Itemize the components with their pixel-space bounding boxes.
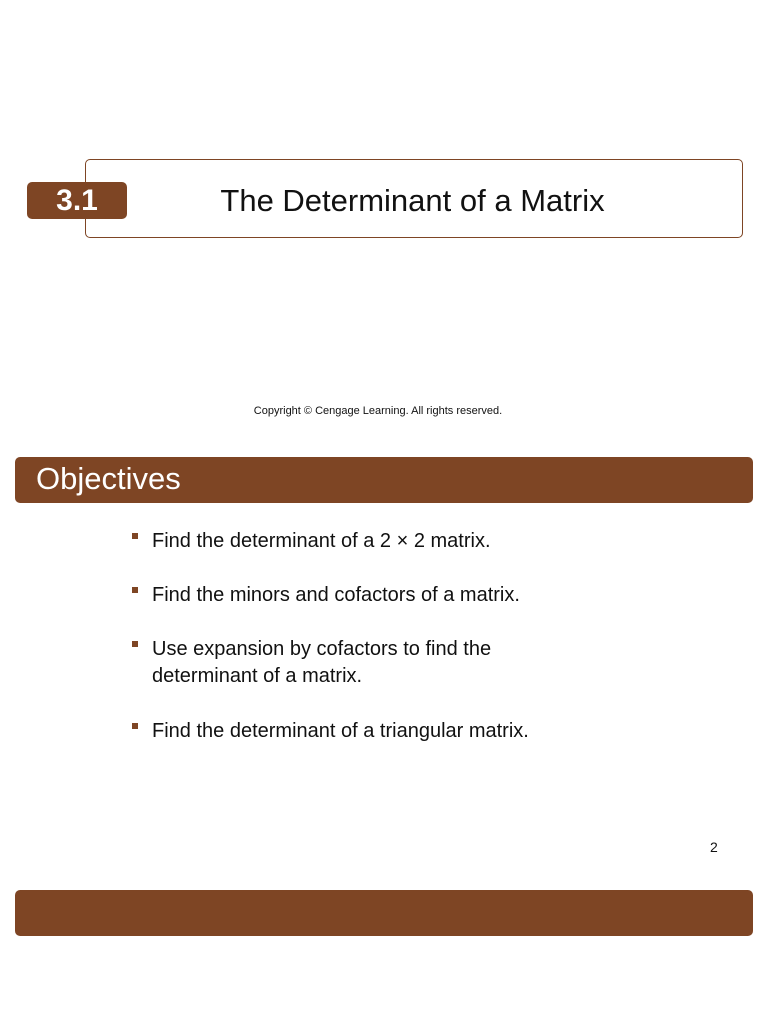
square-bullet-icon	[132, 533, 138, 539]
objectives-heading: Objectives	[36, 461, 181, 496]
objective-item	[130, 636, 572, 690]
objective-item	[130, 582, 752, 609]
slide-title: The Determinant of a Matrix	[220, 183, 605, 218]
objective-text: Find the minors and cofactors of a matrix.	[152, 584, 520, 606]
footer-bar	[15, 890, 753, 936]
section-number-badge: 3.1	[27, 182, 127, 219]
objective-item	[130, 718, 752, 745]
page-number: 2	[710, 839, 718, 855]
objective-item	[130, 528, 752, 555]
copyright-notice: Copyright © Cengage Learning. All rights reserved.	[253, 405, 503, 417]
square-bullet-icon	[132, 641, 138, 647]
square-bullet-icon	[132, 723, 138, 729]
objective-text: Find the determinant of a triangular matrix.	[152, 720, 529, 742]
objective-text: Find the determinant of a 2 × 2 matrix.	[152, 530, 491, 552]
square-bullet-icon	[132, 587, 138, 593]
objectives-header-bar	[15, 457, 753, 503]
objective-text: Use expansion by cofactors to find the determinant of a matrix.	[152, 638, 492, 687]
